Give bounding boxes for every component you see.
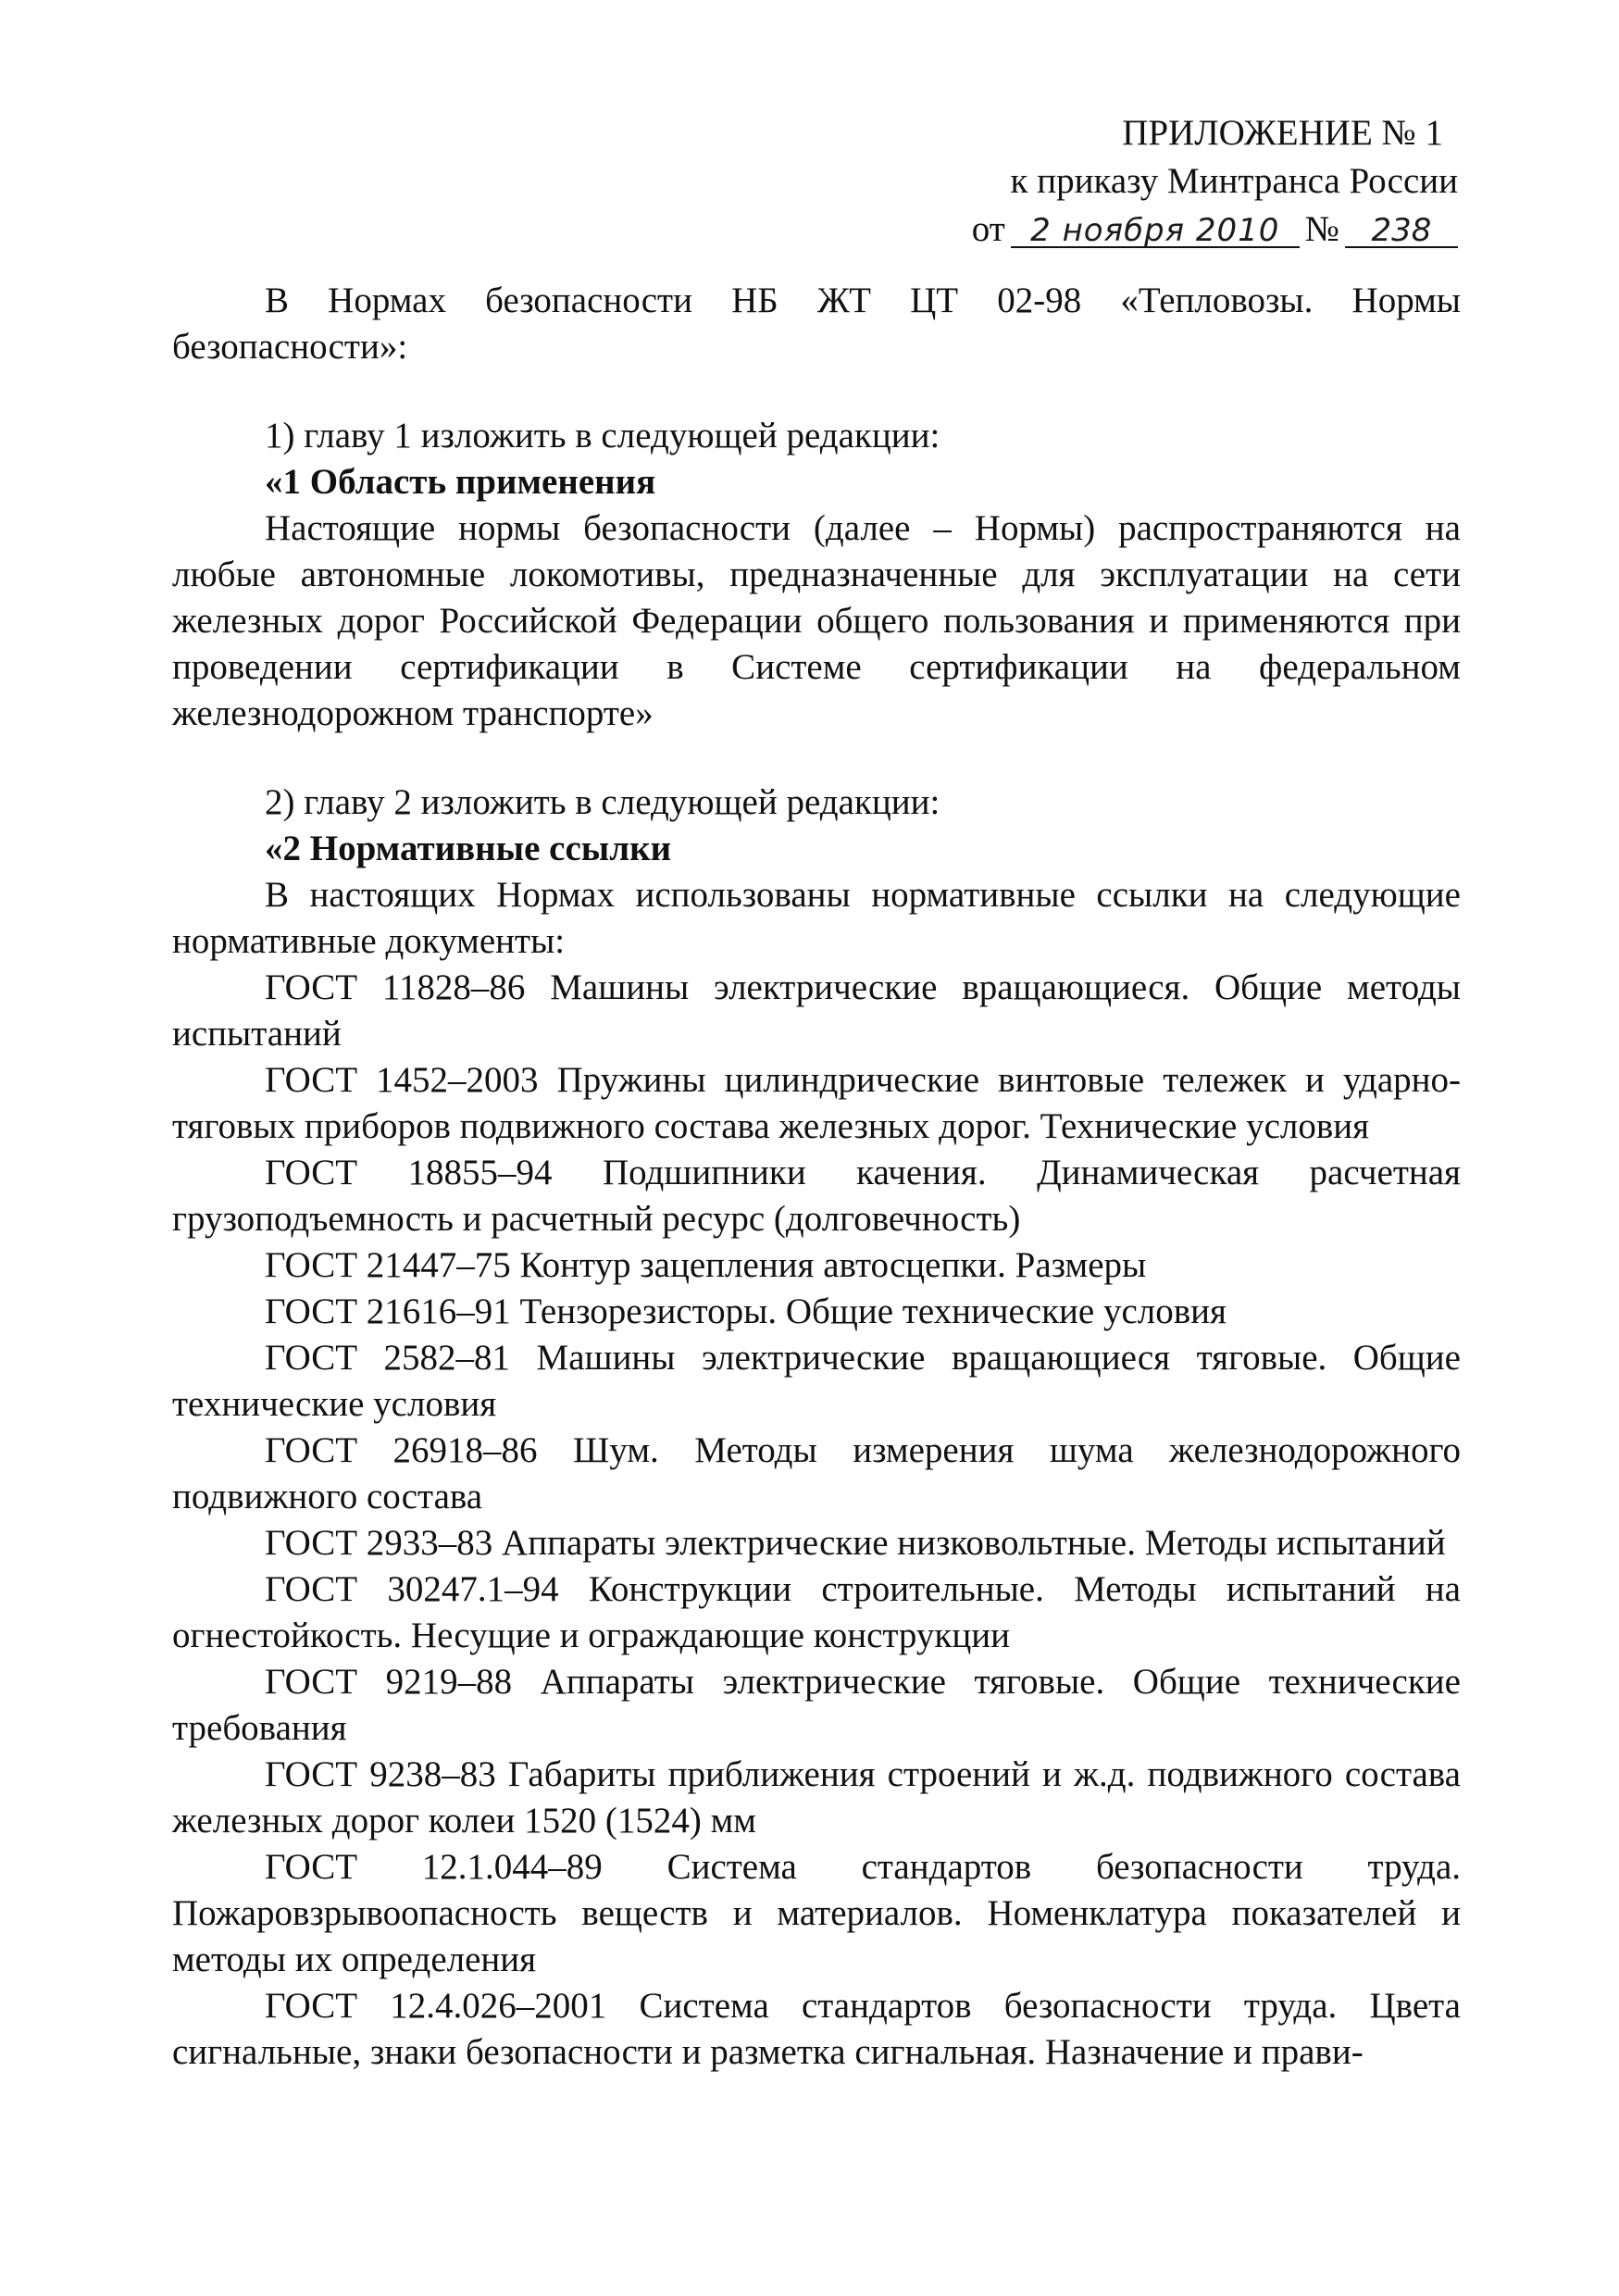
item2-heading: «2 Нормативные ссылки xyxy=(265,829,672,868)
appendix-header xyxy=(926,109,1458,254)
item1-lead: 1) главу 1 изложить в следующей редакции: xyxy=(265,416,940,455)
reference-item: ГОСТ 18855–94 Подшипники качения. Динамическая расчетная грузоподъемность и расчетный ресурс (долговечность) xyxy=(172,1153,1461,1239)
order-reference: к приказу Минтранса России xyxy=(1010,161,1458,201)
intro-paragraph: В Нормах безопасности НБ ЖТ ЦТ 02-98 «Тепловозы. Нормы безопасности»: xyxy=(172,281,1461,367)
reference-item: ГОСТ 2582–81 Машины электрические вращающиеся тяговые. Общие технические условия xyxy=(172,1338,1461,1424)
reference-item: ГОСТ 2933–83 Аппараты электрические низковольтные. Методы испытаний xyxy=(265,1523,1446,1563)
date-prefix: от xyxy=(971,209,1005,249)
handwritten-date: 2 ноября 2010 xyxy=(1011,215,1300,248)
handwritten-number: 238 xyxy=(1345,215,1458,248)
reference-item: ГОСТ 30247.1–94 Конструкции строительные. Методы испытаний на огнестойкость. Несущие и ограждающие конструкции xyxy=(172,1569,1461,1655)
reference-item: ГОСТ 26918–86 Шум. Методы измерения шума железнодорожного подвижного состава xyxy=(172,1430,1461,1516)
reference-item: ГОСТ 21616–91 Тензорезисторы. Общие технические условия xyxy=(265,1292,1227,1331)
reference-item: ГОСТ 11828–86 Машины электрические вращающиеся. Общие методы испытаний xyxy=(172,967,1461,1054)
reference-item: ГОСТ 21447–75 Контур зацепления автосцепки. Размеры xyxy=(265,1245,1147,1285)
appendix-title: ПРИЛОЖЕНИЕ № 1 xyxy=(1122,113,1443,153)
item1-text: Настоящие нормы безопасности (далее – Нормы) распространяются на любые автономные локомотивы, предназначенные для эксплуатации на сети железных дорог Российской Федерации общего пользования и применяются при проведении сертификации в Системе сертификации на федеральном железнодорожном транспорте» xyxy=(172,508,1461,733)
reference-item: ГОСТ 1452–2003 Пружины цилиндрические винтовые тележек и ударно-тяговых приборов подвижного состава железных дорог. Технические условия xyxy=(172,1060,1461,1146)
number-prefix: № xyxy=(1304,209,1339,249)
reference-item: ГОСТ 9219–88 Аппараты электрические тяговые. Общие технические требования xyxy=(172,1662,1461,1748)
reference-item: ГОСТ 9238–83 Габариты приближения строений и ж.д. подвижного состава железных дорог колеи 1520 (1524) мм xyxy=(172,1754,1461,1841)
order-date-line xyxy=(926,206,1458,254)
reference-item: ГОСТ 12.1.044–89 Система стандартов безопасности труда. Пожаровзрывоопасность веществ и материалов. Номенклатура показателей и методы их определения xyxy=(172,1847,1461,1979)
document-body xyxy=(172,278,1461,2076)
item2-lead: 2) главу 2 изложить в следующей редакции: xyxy=(265,782,940,822)
item1-heading: «1 Область применения xyxy=(265,462,656,502)
reference-item: ГОСТ 12.4.026–2001 Система стандартов безопасности труда. Цвета сигнальные, знаки безопасности и разметка сигнальная. Назначение и прави- xyxy=(172,1986,1461,2072)
item2-text: В настоящих Нормах использованы нормативные ссылки на следующие нормативные документы: xyxy=(172,875,1461,961)
